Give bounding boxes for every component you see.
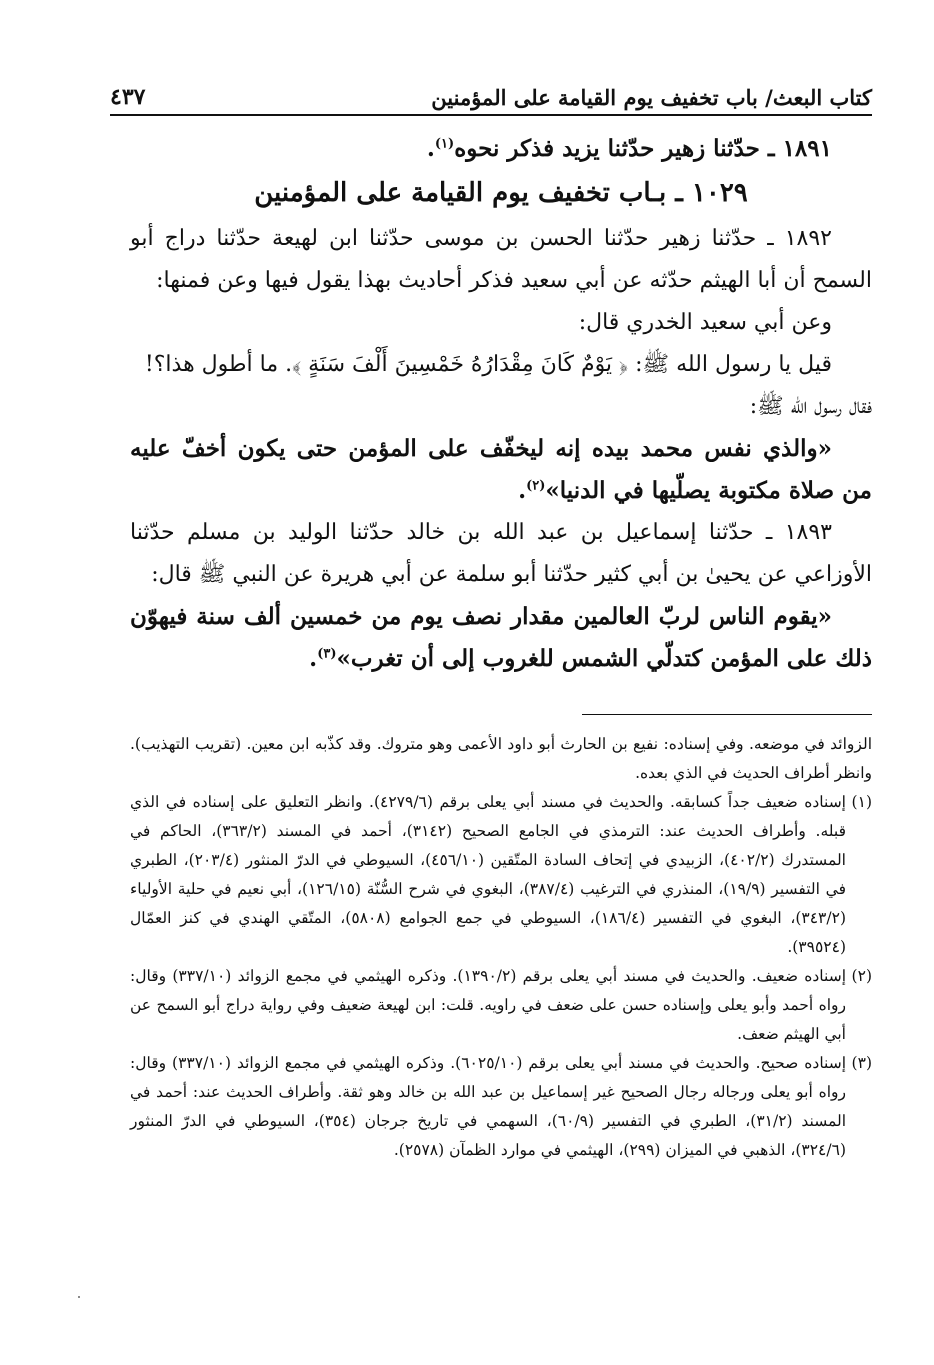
main-text	[130, 128, 872, 680]
hadith-1892-reply-intro: فقال رسول الله ﷺ:	[749, 394, 872, 419]
footnote-3	[130, 1049, 872, 1165]
footnote-2	[130, 962, 872, 1049]
hadith-1893-matn	[130, 596, 872, 680]
page-number: ٤٣٧	[110, 84, 146, 110]
hadith-1892-quote: «والذي نفس محمد بيده إنه ليخفّف على المؤمن حتى يكون أخفّ عليه من صلاة مكتوبة يصلّيها في الدنيا»	[130, 435, 872, 504]
hadith-1893-isnad: ١٨٩٣ ـ حدّثنا إسماعيل بن عبد الله بن خالد حدّثنا الوليد بن مسلم حدّثنا الأوزاعي عن يحيىٰ بن أبي كثير حدّثنا أبو سلمة عن أبي هريرة عن النبي ﷺ قال:	[130, 520, 872, 587]
footnote-3-mark: (٣)	[851, 1054, 872, 1072]
footnote-3-text: إسناده صحيح. والحديث في مسند أبي يعلى برقم (٦٠٢٥/١٠). وذكره الهيثمي في مجمع الزوائد (٣٣٧/١٠) وقال: رواه أبو يعلى ورجاله رجال الصحيح غير إسماعيل بن عبد الله بن خالد وهو ثقة. وأطراف الحديث عند: أحمد في المسند (٣١/٢)، الطبري في التفسير (٦٠/٩)، السهمي في تاريخ جرجان (٣٥٤)، السيوطي في الدرّ المنثور (٣٢٤/٦)، الذهبي في الميزان (٢٩٩)، الهيثمي في موارد الظمآن (٢٥٧٨).	[130, 1054, 847, 1159]
footnote-1-mark: (١)	[851, 793, 872, 811]
footnotes	[130, 730, 872, 1165]
page-header	[110, 72, 872, 116]
chapter-heading: ١٠٢٩ ـ بـاب تخفيف يوم القيامة على المؤمنين	[254, 178, 748, 208]
running-title: كتاب البعث/ باب تخفيف يوم القيامة على المؤمنين	[431, 85, 872, 110]
hadith-1892-matn	[130, 428, 872, 512]
hadith-1891-text: ١٨٩١ ـ حدّثنا زهير حدّثنا يزيد فذكر نحوه	[454, 135, 832, 162]
footnote-1	[130, 788, 872, 962]
hadith-1891	[130, 128, 872, 170]
hadith-1892-end: .	[518, 477, 527, 504]
hadith-1893-end: .	[309, 645, 318, 672]
hadith-1892-isnad: ١٨٩٢ ـ حدّثنا زهير حدّثنا الحسن بن موسى حدّثنا ابن لهيعة حدّثنا دراج أبو السمح أن أبا الهيثم حدّثه عن أبي سعيد فذكر أحاديث بهذا يقول فيها وعن فمنها:	[130, 226, 872, 293]
hadith-1893-quote: «يقوم الناس لربّ العالمين مقدار نصف يوم من خمسين ألف سنة فيهوّن ذلك على المؤمن كتدلّي الشمس للغروب إلى أن تغرب»	[130, 603, 872, 672]
footnote-1-text: إسناده ضعيف جداً كسابقه. والحديث في مسند أبي يعلى برقم (٤٢٧٩/٦). وانظر التعليق على إسناده في الذي قبله. وأطراف الحديث عند: الترمذي في الجامع الصحيح (٣١٤٢)، أحمد في المسند (٣٦٣/٢)، الحاكم في المستدرك (٤٠٢/٢)، الزبيدي في إتحاف السادة المتّقين (٤٥٦/١٠)، السيوطي في الدرّ المنثور (٢٠٣/٤)، الطبري في التفسير (١٩/٩)، المنذري في الترغيب (٣٨٧/٤)، البغوي في شرح السُّنّة (١٢٦/١٥)، أبي نعيم في حلية الأولياء (٣٤٣/٢)، البغوي في التفسير (١٨٦/٤)، السيوطي في جمع الجوامع (٥٨٠٨)، المتّقي الهندي في كنز العمّال (٣٩٥٢٤).	[130, 793, 847, 956]
footnote-2-text: إسناده ضعيف. والحديث في مسند أبي يعلى برقم (١٣٩٠/٢). وذكره الهيثمي في مجمع الزوائد (٣٣٧/١٠) وقال: رواه أحمد وأبو يعلى وإسناده حسن على ضعف في راويه. قلت: ابن لهيعة ضعيف وفي رواية دراج أبو السمح عن أبي الهيثم ضعف.	[130, 967, 846, 1043]
hadith-1892-narrator: وعن أبي سعيد الخدري قال:	[578, 310, 832, 335]
footnote-continued: الزوائد في موضعه. وفي إسناده: نفيع بن الحارث أبو داود الأعمى وهو متروك. وقد كذّبه ابن معين. (تقريب التهذيب). وانظر أطراف الحديث في الذي بعده.	[130, 735, 872, 782]
hadith-1891-end: .	[426, 135, 435, 162]
footnote-2-mark: (٢)	[851, 967, 872, 985]
footnote-ref-1: (١)	[434, 136, 455, 152]
footnote-ref-2: (٢)	[526, 478, 546, 494]
footnote-separator	[582, 714, 872, 715]
footnote-ref-3: (٣)	[317, 646, 337, 662]
hadith-1892-question: قيل يا رسول الله ﷺ: ﴿ يَوْمٌ كَانَ مِقْدَارُهُ خَمْسِينَ أَلْفَ سَنَةٍ ﴾. ما أطول هذا؟!	[144, 352, 832, 377]
scan-speck	[78, 1296, 80, 1298]
